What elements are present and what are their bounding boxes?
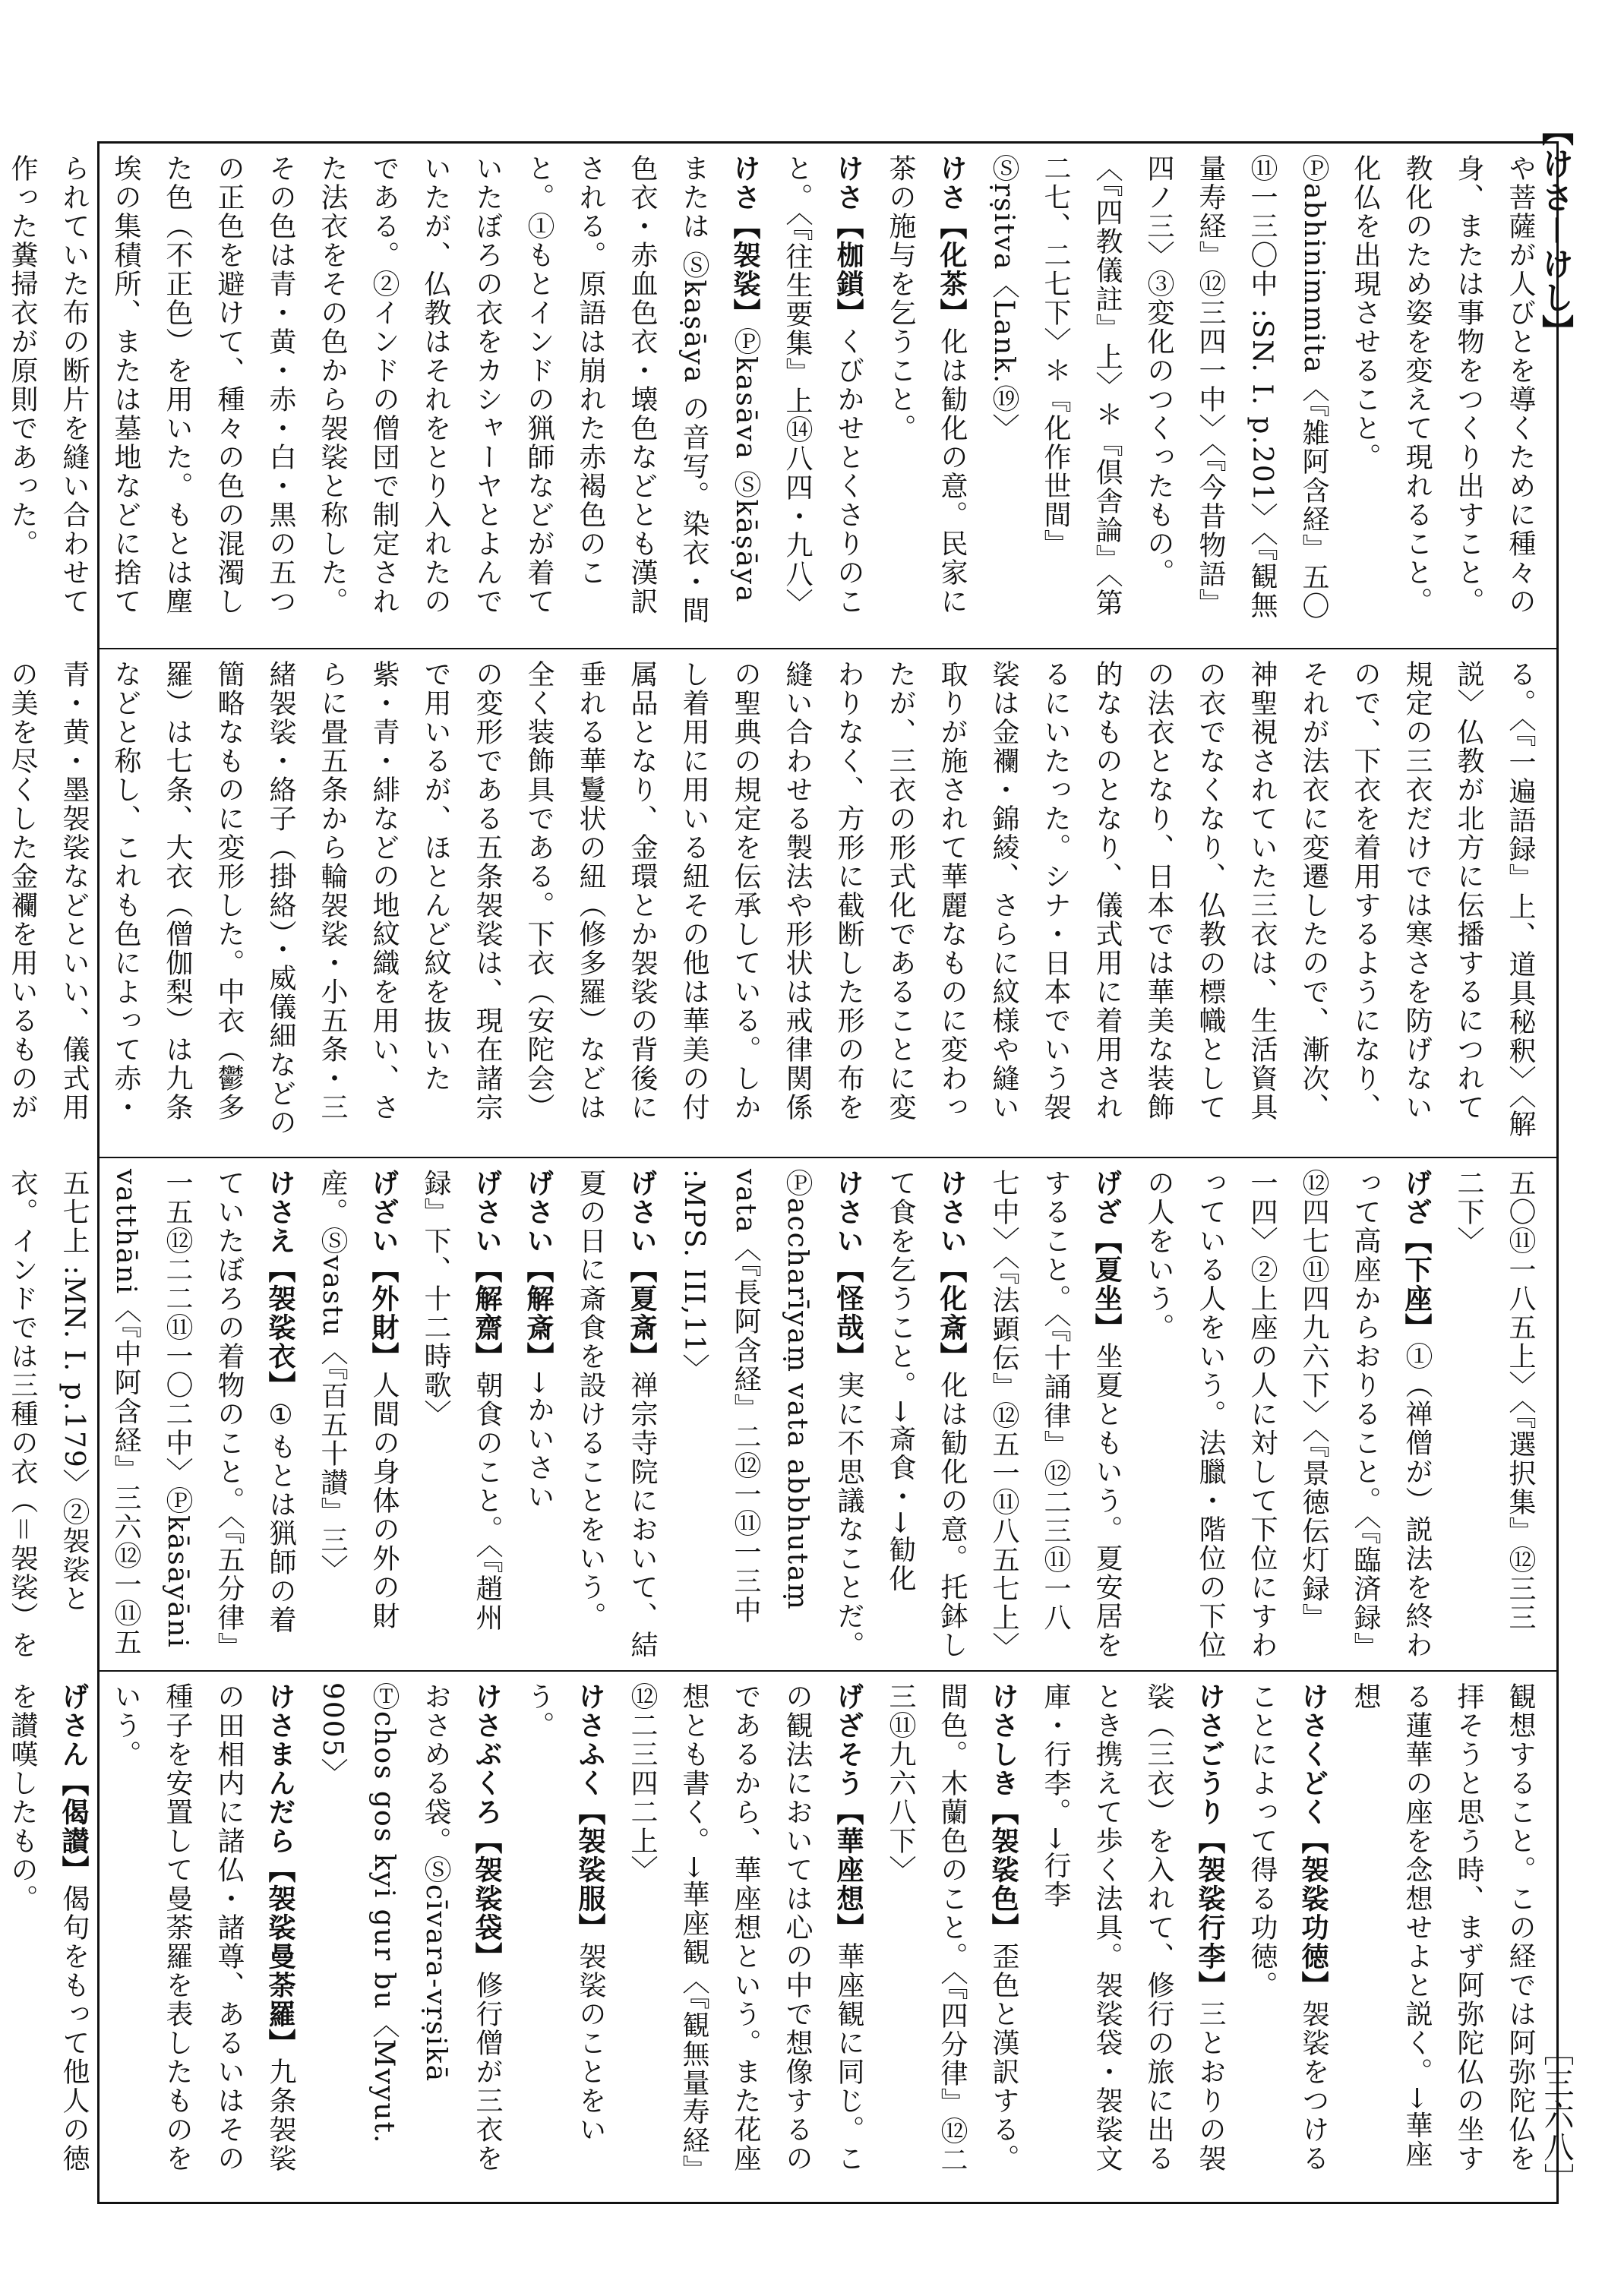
dictionary-page-frame [7, 141, 1559, 2204]
dictionary-entry [513, 1682, 616, 2191]
entry-headword: げさい【解齋】 [471, 1169, 503, 1371]
dictionary-entry [874, 1682, 1029, 2191]
entry-body: 三とおりの袈裟（三衣）を入れて、修行の旅に出るとき携えて歩く法具。袈裟袋・袈裟文庫・行李。→行李 [1040, 1682, 1226, 2173]
dictionary-entry [306, 1169, 409, 1660]
entry-body: 九条袈裟の田相内に諸仏・諸尊、あるいはその種子を安置して曼荼羅を表したものをいう。 [110, 1682, 296, 2173]
tier-3 [7, 1157, 1556, 1670]
dictionary-entry [874, 154, 978, 637]
entry-body: 人間の身体の外の財産。Ⓢvastu〈『百五十讃』三〉 [317, 1169, 400, 1631]
dictionary-entry [0, 1169, 306, 1660]
entry-body: 歪色と漢訳する。間色。木蘭色のこと。〈『四分律』⑫二三⑪九六八下〉 [885, 1682, 1019, 2174]
entry-body: 化は勧化の意。民家に茶の施与を乞うこと。 [885, 154, 968, 616]
tier-4 [7, 1670, 1556, 2202]
dictionary-entry [0, 660, 1546, 1146]
dictionary-entry [100, 1682, 306, 2191]
dictionary-entry [771, 154, 874, 637]
entry-headword: けさえ【袈裟衣】 [264, 1169, 296, 1400]
dictionary-entry [668, 1169, 874, 1660]
entry-body: や菩薩が人びとを導くために種々の身、または事物をつくり出すこと。教化のため姿を変えて現れること。化仏を出現させること。Ⓟabhinimmita〈『雑阿含経』五〇⑪一三〇中 :SN. I. p.201〉〈『観無量寿経』⑫三四一中〉〈『今昔物語』四ノ三〉③変化のつくったもの。〈『四教儀註』上〉＊『倶舎論』〈第二七、二七下〉＊『化作世間』Ⓢṛṣitva〈Lank.⑲〉 [988, 154, 1536, 621]
entry-body: 袈裟のことをいう。 [523, 1682, 606, 2144]
entry-body: 華座観に同じ。この観法においては心の中で想像するのであるから、華座想という。また花座想とも書く。→華座観〈『観無量寿経』⑫二三四二上〉 [627, 1682, 864, 2184]
tier-2 [7, 648, 1556, 1157]
entry-headword: げさい【解斎】 [523, 1169, 554, 1371]
tier-4-text [7, 1682, 1546, 2191]
entry-body: ①もとは猟師の着ていたぼろの着物のこと。〈『五分律』一五⑫二二⑪一〇二中〉Ⓟkāsāyāni vatthāni〈『中阿含経』三六⑫一⑪五五七上 :MN. I. p.179〉②袈裟と衣。インドでは三種の衣（＝袈裟）を [7, 1169, 296, 1660]
entry-headword: げざ【夏坐】 [1091, 1169, 1123, 1342]
entry-headword: けさ【化茶】 [936, 154, 968, 327]
entry-headword: げさい【夏斎】 [626, 1169, 658, 1371]
entry-headword: けさい【怪哉】 [833, 1169, 864, 1371]
dictionary-entry [874, 1169, 978, 1660]
entry-body: 観想すること。この経では阿弥陀仏を拝そうと思う時、まず阿弥陀仏の坐する蓮華の座を念想せよと説く。→華座想 [1350, 1682, 1536, 2173]
dictionary-entry [564, 1169, 668, 1660]
entry-headword: けさふく【袈裟服】 [574, 1682, 606, 1942]
page-number: ［三六八］ [1539, 2035, 1574, 2195]
entry-body: 修行僧が三衣をおさめる袋。Ⓢcīvara-vṛṣikā Ⓣchos gos kyi gur bu〈Mvyut. 9005〉 [317, 1682, 503, 2173]
entry-headword: けさくどく【袈裟功徳】 [1297, 1682, 1329, 2000]
entry-headword: けさ【袈裟】 [729, 154, 761, 327]
entry-headword: けさ【枷鎖】 [833, 154, 864, 327]
entry-headword: げざそう【華座想】 [833, 1682, 864, 1942]
dictionary-entry [1442, 1169, 1546, 1660]
dictionary-entry [1236, 1682, 1339, 2191]
entry-headword: けさまんだら【袈裟曼荼羅】 [264, 1682, 296, 2058]
dictionary-entry [409, 1169, 513, 1660]
entry-body: 禅宗寺院において、結夏の日に斎食を設けることをいう。 [575, 1169, 658, 1660]
entry-body: 偈句をもって他人の徳を讃嘆したもの。 [7, 1682, 90, 2173]
entry-body: ①（禅僧が）説法を終わって高座からおりること。〈『臨済録』⑫四七⑪四九六下〉〈『景徳伝灯録』一四〉②上座の人に対して下位にすわっている人をいう。法臘・階位の下位の人をいう。 [1143, 1169, 1433, 1660]
entry-headword: げさん【偈讃】 [58, 1682, 90, 1884]
entry-body: →かいさい [523, 1371, 554, 1511]
running-head: 【けさ－けし】 [1537, 114, 1575, 349]
entry-body: 五〇⑪一八五上〉〈『選択集』⑫三三二下〉 [1453, 1169, 1536, 1632]
dictionary-entry [0, 154, 771, 637]
dictionary-entry [513, 1169, 564, 1660]
dictionary-entry [1133, 1169, 1442, 1660]
tier-1 [7, 144, 1556, 648]
dictionary-entry [1029, 1682, 1236, 2191]
dictionary-entry [306, 1682, 513, 2191]
dictionary-entry [0, 1682, 100, 2191]
dictionary-entry [1339, 1682, 1546, 2191]
entry-body: Ⓟkasāva Ⓢkāṣāya または Ⓢkaṣāya の音写。染衣・間色衣・赤血色衣・壊色などとも漢訳される。原語は崩れた赤褐色のこと。①もとインドの猟師などが着ていたぼろの衣をカシャーヤとよんでいたが、仏教はそれをとり入れたのである。②インドの僧団で制定された法衣をその色から袈裟と称した。その色は青・黄・赤・白・黒の五つの正色を避けて、種々の色の混濁した色（不正色）を用いた。もとは塵埃の集積所、または墓地などに捨てられていた布の断片を縫い合わせて作った糞掃衣が原則であった。 [7, 154, 761, 625]
dictionary-entry [616, 1682, 874, 2191]
dictionary-entry [978, 1169, 1133, 1660]
entry-body: 袈裟をつけることによって得る功徳。 [1246, 1682, 1329, 2173]
entry-body: くびかせとくさりのこと。〈『往生要集』上⑭八四・九八〉 [782, 154, 864, 617]
tier-3-text [7, 1169, 1546, 1661]
entry-body: る。〈『一遍語録』上、道具秘釈〉〈解説〉仏教が北方に伝播するにつれて規定の三衣だけでは寒さを防げないので、下衣を着用するようになり、それが法衣に変遷したので、漸次、神聖視されていた三衣は、生活資具の衣でなくなり、仏教の標幟としての法衣となり、日本では華美な装飾的なものとなり、儀式用に着用されるにいたった。シナ・日本でいう袈裟は金襴・錦綾、さらに紋様や縫い取りが施されて華麗なものに変わったが、三衣の形式化であることに変わりなく、方形に截断した形の布を縫い合わせる製法や形状は戒律関係の聖典の規定を伝承している。しかし着用に用いる紐その他は華美の付属品となり、金環とか袈裟の背後に垂れる華鬘状の紐（修多羅）などは全く装飾具である。下衣（安陀会）の変形である五条袈裟は、現在諸宗で用いるが、ほとんど紋を抜いた紫・青・緋などの地紋織を用い、さらに畳五条から輪袈裟・小五条・三緒袈裟・絡子（掛絡）・威儀細などの簡略なものに変形した。中衣（鬱多羅）は七条、大衣（僧伽梨）は九条などと称し、これも色によって赤・青・黄・墨袈裟などといい、儀式用の美を尽くした金襴を用いるものが [7, 660, 1536, 1138]
entry-headword: げざ【下座】 [1401, 1169, 1433, 1342]
entry-headword: けさい【化斎】 [936, 1169, 968, 1371]
entry-body: 朝食のこと。〈『趙州録』下、十二時歌〉 [420, 1169, 503, 1632]
entry-headword: げざい【外財】 [368, 1169, 400, 1371]
entry-body: 化は勧化の意。托鉢して食を乞うこと。→斎食・→勧化 [885, 1169, 968, 1660]
dictionary-entry [978, 154, 1546, 637]
tier-2-text [7, 660, 1546, 1146]
tier-1-text [7, 154, 1546, 637]
entry-headword: けさごうり【袈裟行李】 [1194, 1682, 1226, 2000]
entry-headword: けさぶくろ【袈裟袋】 [471, 1682, 503, 1971]
entry-body: 坐夏ともいう。夏安居をすること。〈『十誦律』⑫二三⑪一八七中〉〈『法顕伝』⑫五一⑪八五七上〉 [988, 1169, 1123, 1661]
entry-body: 実に不思議なことだ。Ⓟaccharīyaṃ vata abbhutaṃ vata〈『長阿含経』二⑫一⑪一三中 :MPS. III,11〉 [678, 1169, 864, 1660]
entry-headword: けさしき【袈裟色】 [987, 1682, 1019, 1942]
